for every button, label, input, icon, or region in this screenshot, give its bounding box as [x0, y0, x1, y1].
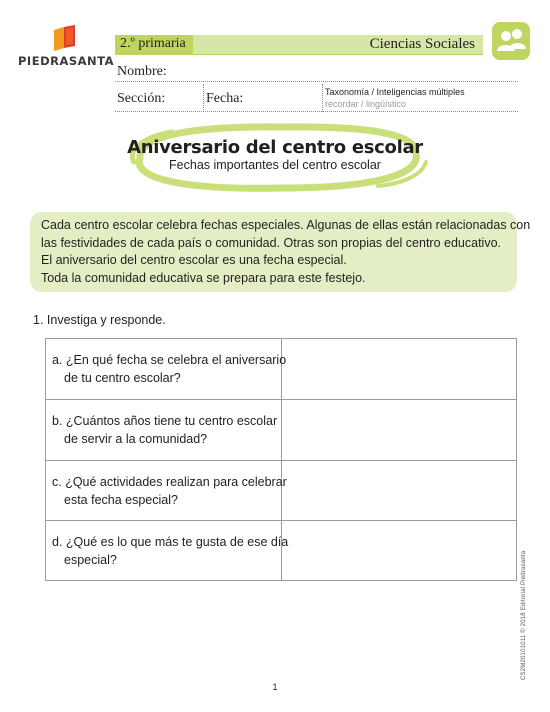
- subject-title: Ciencias Sociales: [369, 36, 475, 52]
- name-line[interactable]: [115, 81, 518, 82]
- question-text: de tu centro escolar?: [64, 371, 181, 385]
- grade-badge: 2.º primaria: [115, 35, 193, 55]
- question-text: b. ¿Cuántos años tiene tu centro escolar: [52, 414, 278, 428]
- question-text: d. ¿Qué es lo que más te gusta de ese día: [52, 535, 289, 549]
- publisher-name: PIEDRASANTA: [18, 54, 115, 68]
- question-cell: [46, 339, 287, 400]
- page-subtitle: Fechas importantes del centro escolar: [169, 158, 381, 172]
- question-text: especial?: [64, 553, 117, 567]
- question-text: de servir a la comunidad?: [64, 432, 208, 446]
- table-row: [46, 399, 516, 460]
- taxonomy-values: recordar / lingüístico: [325, 99, 407, 109]
- page-title: Aniversario del centro escolar: [127, 137, 423, 158]
- question-cell: [46, 400, 282, 460]
- question-cell: [46, 461, 287, 521]
- table-row: [46, 460, 516, 521]
- intro-line: Toda la comunidad educativa se prepara para este festejo.: [41, 270, 366, 285]
- answer-cell[interactable]: [282, 461, 516, 521]
- answer-cell[interactable]: [282, 400, 516, 460]
- divider: [322, 84, 323, 112]
- taxonomy-label: Taxonomía / Inteligencias múltiples: [325, 87, 465, 97]
- publisher-logo: [18, 24, 118, 68]
- header-bar: [115, 35, 483, 55]
- section-date-line: [115, 111, 518, 112]
- table-row: [46, 520, 516, 581]
- page-number: 1: [272, 682, 278, 692]
- question-text: a. ¿En qué fecha se celebra el aniversario: [52, 353, 287, 367]
- question-table: [45, 338, 517, 581]
- people-icon: [492, 22, 530, 60]
- intro-line: Cada centro escolar celebra fechas especiales. Algunas de ellas están relacionadas con: [41, 218, 531, 232]
- question-text: c. ¿Qué actividades realizan para celebrar: [52, 475, 287, 489]
- table-row: [46, 339, 516, 400]
- intro-line: El aniversario del centro escolar es una fecha especial.: [41, 253, 347, 267]
- answer-cell[interactable]: [282, 339, 516, 400]
- name-label: Nombre:: [117, 64, 167, 79]
- activity-instruction: 1. Investiga y responde.: [33, 313, 166, 327]
- document-code: CS2M20101011 © 2018 Editorial Piedrasanta: [521, 550, 527, 680]
- intro-line: las festividades de cada país o comunidad. Otras son propias del centro educativo.: [41, 235, 501, 250]
- question-text: esta fecha especial?: [64, 493, 178, 507]
- question-cell: [46, 521, 289, 581]
- intro-box: [30, 212, 531, 292]
- answer-cell[interactable]: [282, 521, 516, 581]
- date-label: Fecha:: [206, 91, 244, 106]
- book-logo-icon: [51, 24, 81, 52]
- divider: [203, 84, 204, 112]
- section-label: Sección:: [117, 91, 166, 106]
